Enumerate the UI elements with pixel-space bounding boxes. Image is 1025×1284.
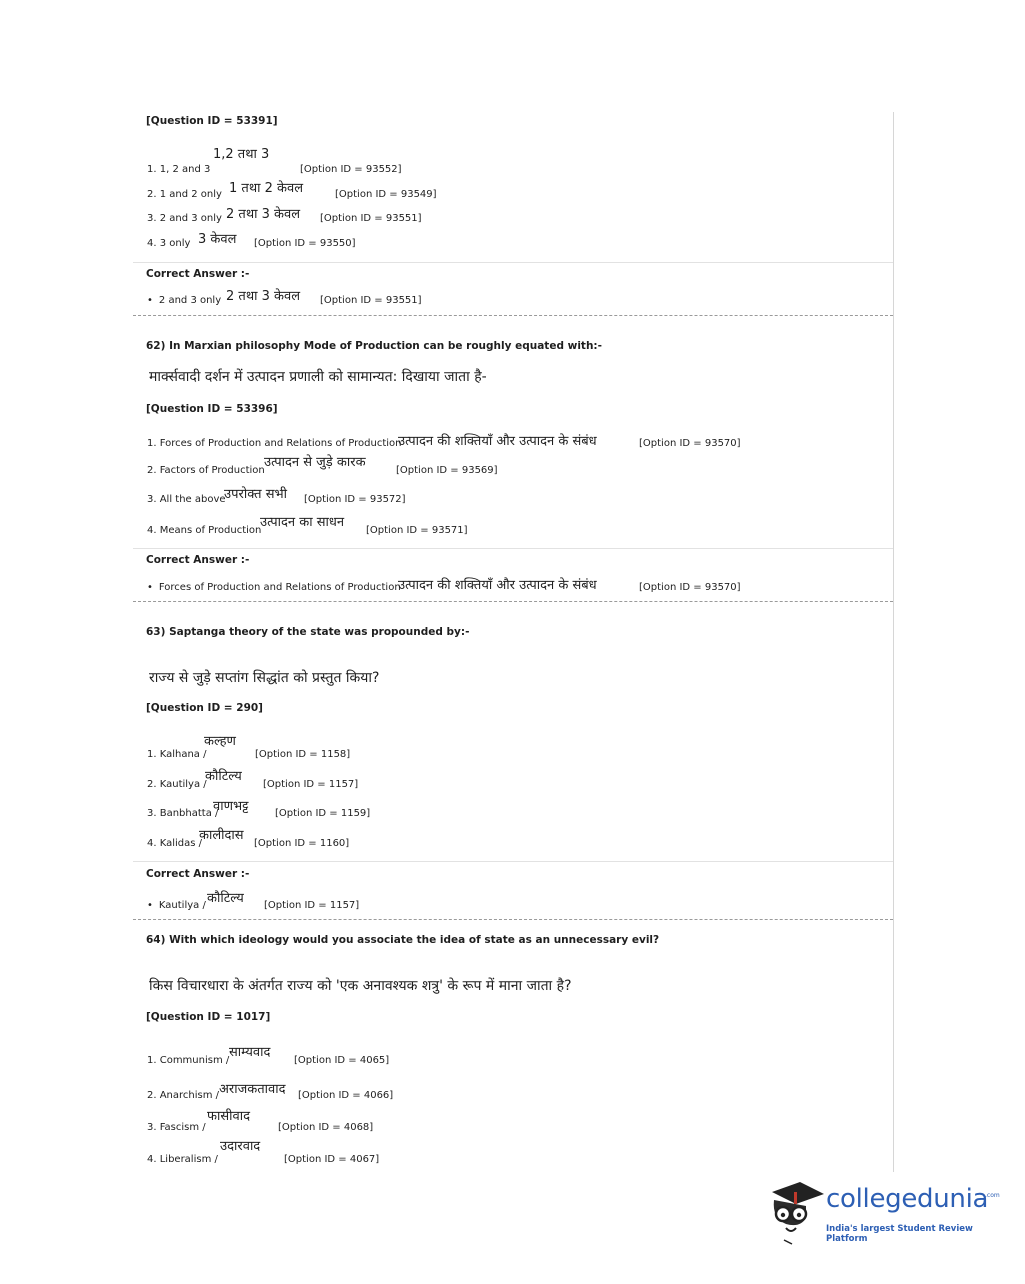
answer-text: • Forces of Production and Relations of Production — [147, 582, 401, 593]
hindi-option: 3 केवल — [198, 232, 237, 247]
option-id: [Option ID = 4066] — [298, 1090, 394, 1101]
option-id: [Option ID = 93550] — [254, 238, 356, 249]
option-id: [Option ID = 1159] — [275, 808, 371, 819]
option-id: [Option ID = 93570] — [639, 438, 741, 449]
hindi-option: कल्हण — [204, 734, 236, 749]
option-text: 2. Anarchism / — [147, 1090, 220, 1101]
option-text: 4. Liberalism / — [147, 1154, 218, 1165]
answer-text: • Kautilya / — [147, 900, 206, 911]
option-text: 3. 2 and 3 only — [147, 213, 222, 224]
hindi-answer: 2 तथा 3 केवल — [226, 289, 301, 304]
option-id: [Option ID = 4068] — [278, 1122, 374, 1133]
brand-domain: .com — [985, 1192, 1000, 1199]
option-id: [Option ID = 4067] — [284, 1154, 380, 1165]
option-text: 3. Banbhatta / — [147, 808, 219, 819]
hindi-option: उदारवाद — [220, 1139, 261, 1154]
option-text: 4. 3 only — [147, 238, 191, 249]
hindi-answer: उत्पादन की शक्तियाँ और उत्पादन के संबंध — [398, 578, 597, 593]
option-id: [Option ID = 93571] — [366, 525, 468, 536]
option-text: 2. Factors of Production — [147, 465, 265, 476]
hindi-option: साम्यवाद — [229, 1045, 271, 1060]
hindi-text: 1,2 तथा 3 — [213, 147, 270, 162]
option-id: [Option ID = 93549] — [335, 189, 437, 200]
divider — [133, 548, 893, 549]
brand-tagline: India's largest Student Review Platform — [826, 1224, 973, 1244]
divider — [133, 262, 893, 263]
option-text: 1. Communism / — [147, 1055, 230, 1066]
graduate-mascot-icon — [766, 1178, 824, 1246]
section-divider — [133, 601, 893, 602]
option-id: [Option ID = 4065] — [294, 1055, 390, 1066]
option-id: [Option ID = 93551] — [320, 213, 422, 224]
question-title: 64) With which ideology would you associate the idea of state as an unnecessary evil? — [146, 934, 660, 946]
option-id: [Option ID = 93569] — [396, 465, 498, 476]
divider — [133, 861, 893, 862]
option-id: [Option ID = 93552] — [300, 164, 402, 175]
correct-answer-label: Correct Answer :- — [146, 554, 250, 566]
hindi-option: उत्पादन की शक्तियाँ और उत्पादन के संबंध — [398, 434, 597, 449]
option-id: [Option ID = 1158] — [255, 749, 351, 760]
hindi-question: किस विचारधारा के अंतर्गत राज्य को 'एक अनावश्यक शत्रु' के रूप में माना जाता है? — [149, 978, 572, 994]
question-id: [Question ID = 1017] — [146, 1011, 271, 1023]
option-id: [Option ID = 93572] — [304, 494, 406, 505]
answer-text: • 2 and 3 only — [147, 295, 221, 306]
hindi-option: उत्पादन का साधन — [260, 515, 345, 530]
option-id: [Option ID = 1157] — [263, 779, 359, 790]
section-divider — [133, 919, 893, 920]
question-id: [Question ID = 53391] — [146, 115, 278, 127]
question-title: 63) Saptanga theory of the state was propounded by:- — [146, 626, 470, 638]
hindi-option: वाणभट्ट — [213, 799, 249, 814]
question-id: [Question ID = 53396] — [146, 403, 278, 415]
hindi-option: 1 तथा 2 केवल — [229, 181, 304, 196]
hindi-option: 2 तथा 3 केवल — [226, 207, 301, 222]
option-text: 2. 1 and 2 only — [147, 189, 222, 200]
option-text: 4. Means of Production — [147, 525, 262, 536]
section-divider — [133, 315, 893, 316]
hindi-option: कालीदास — [199, 828, 244, 843]
hindi-question: राज्य से जुड़े सप्तांग सिद्धांत को प्रस्तुत किया? — [149, 670, 380, 686]
brand-name: collegedunia — [826, 1184, 989, 1214]
option-text: 4. Kalidas / — [147, 838, 203, 849]
hindi-option: कौटिल्य — [205, 769, 242, 784]
option-text: 1. Forces of Production and Relations of Production — [147, 438, 402, 449]
hindi-option: उत्पादन से जुड़े कारक — [264, 455, 366, 470]
brand-logo[interactable] — [766, 1178, 1000, 1248]
option-text: 2. Kautilya / — [147, 779, 207, 790]
option-text: 1. Kalhana / — [147, 749, 207, 760]
option-id: [Option ID = 1157] — [264, 900, 360, 911]
question-title: 62) In Marxian philosophy Mode of Production can be roughly equated with:- — [146, 340, 602, 352]
option-id: [Option ID = 93551] — [320, 295, 422, 306]
option-text: 1. 1, 2 and 3 — [147, 164, 211, 175]
option-text: 3. Fascism / — [147, 1122, 206, 1133]
correct-answer-label: Correct Answer :- — [146, 868, 250, 880]
option-id: [Option ID = 93570] — [639, 582, 741, 593]
document-body — [133, 112, 894, 1172]
hindi-option: उपरोक्त सभी — [224, 487, 287, 502]
option-text: 3. All the above — [147, 494, 226, 505]
option-id: [Option ID = 1160] — [254, 838, 350, 849]
hindi-option: फासीवाद — [207, 1109, 251, 1124]
hindi-question: मार्क्सवादी दर्शन में उत्पादन प्रणाली को सामान्यत: दिखाया जाता है- — [149, 369, 487, 385]
correct-answer-label: Correct Answer :- — [146, 268, 250, 280]
question-id: [Question ID = 290] — [146, 702, 263, 714]
hindi-answer: कौटिल्य — [207, 891, 244, 906]
hindi-option: अराजकतावाद — [219, 1082, 286, 1097]
